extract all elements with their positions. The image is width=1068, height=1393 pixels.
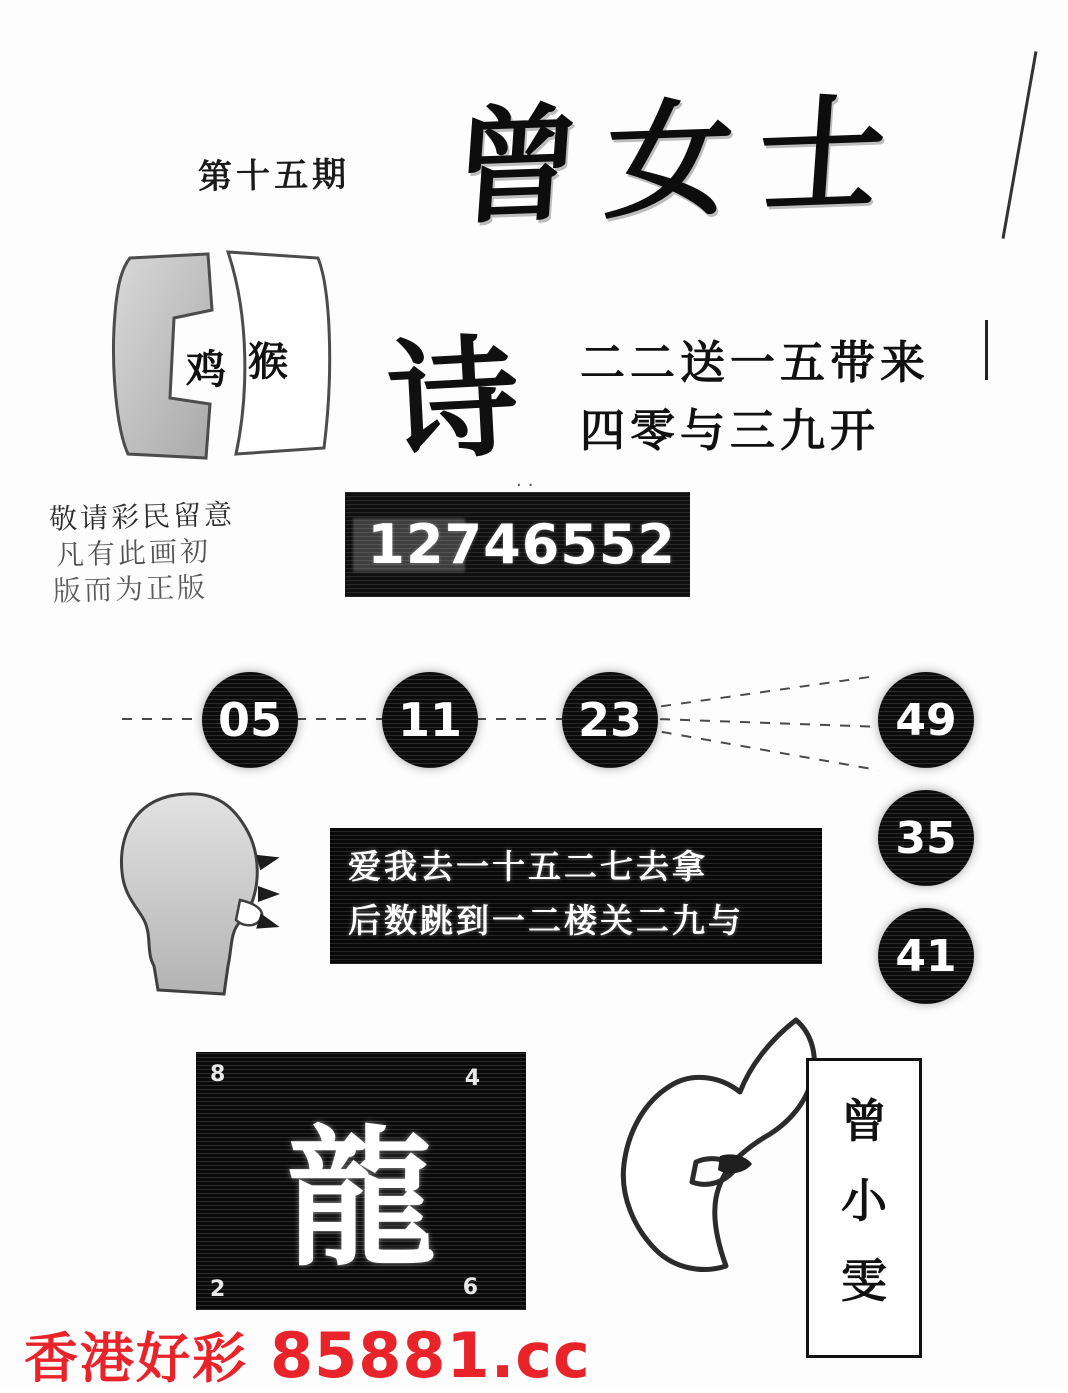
- poem-character: 诗: [384, 319, 525, 480]
- zodiac-monkey-label: 猴: [248, 338, 290, 385]
- speaking-head-icon: [112, 790, 282, 1000]
- vertical-name-box: [806, 1058, 922, 1358]
- notice-line-2: 凡有此画初: [55, 534, 212, 572]
- poem-line-2: 四零与三九开: [580, 404, 881, 457]
- title-slash-mark: [1002, 51, 1038, 239]
- dragon-corner-number: 2: [210, 1277, 226, 1302]
- lottery-ball: 11: [382, 672, 478, 768]
- notice-block: [49, 494, 342, 610]
- dash-connector-2: [476, 718, 564, 720]
- speech-line-2: 后数跳到一二楼关二九与: [348, 901, 744, 940]
- phone-number: 12746552: [367, 513, 676, 576]
- page-title: 曾女士: [448, 78, 917, 242]
- dragon-corner-number: 8: [210, 1062, 226, 1087]
- zodiac-chicken-label: 鸡: [186, 346, 228, 393]
- notice-line-1: 敬请彩民留意: [48, 497, 236, 536]
- poem-line-1: 二二送一五带来: [580, 336, 931, 389]
- lottery-ball: 49: [878, 672, 974, 768]
- dragon-corner-number: 4: [464, 1066, 480, 1091]
- issue-label: 第十五期: [197, 154, 351, 198]
- speech-banner: [330, 828, 822, 964]
- site-name: 香港好彩: [24, 1327, 248, 1390]
- lottery-ball: 05: [202, 672, 298, 768]
- dragon-corner-number: 6: [462, 1275, 478, 1300]
- name-char: 小: [841, 1174, 887, 1228]
- arrow-icon: [258, 886, 280, 902]
- dragon-plate: [196, 1052, 526, 1310]
- footer-watermark: [24, 1316, 591, 1393]
- dash-connector-fan-3: [661, 731, 878, 771]
- poem-edge-bar: [985, 320, 988, 380]
- notice-line-3: 版而为正版: [52, 570, 209, 608]
- lottery-ball: 35: [878, 790, 974, 886]
- dragon-character: 龍: [285, 1111, 437, 1288]
- name-char: 曾: [841, 1094, 887, 1148]
- lottery-ball: 41: [878, 908, 974, 1004]
- site-url: 85881.cc: [270, 1319, 591, 1392]
- phone-number-plate: [345, 492, 690, 597]
- plate-dots: ..: [516, 470, 540, 491]
- name-char: 雯: [841, 1254, 887, 1308]
- speech-line-1: 爱我去一十五二七去拿: [348, 847, 708, 886]
- dash-connector-left: [122, 718, 206, 720]
- dash-connector-fan-2: [660, 718, 880, 728]
- dash-connector-fan-1: [661, 675, 879, 708]
- dash-connector-1: [296, 718, 384, 720]
- lottery-ball: 23: [562, 672, 658, 768]
- dove-icon: [600, 1006, 840, 1286]
